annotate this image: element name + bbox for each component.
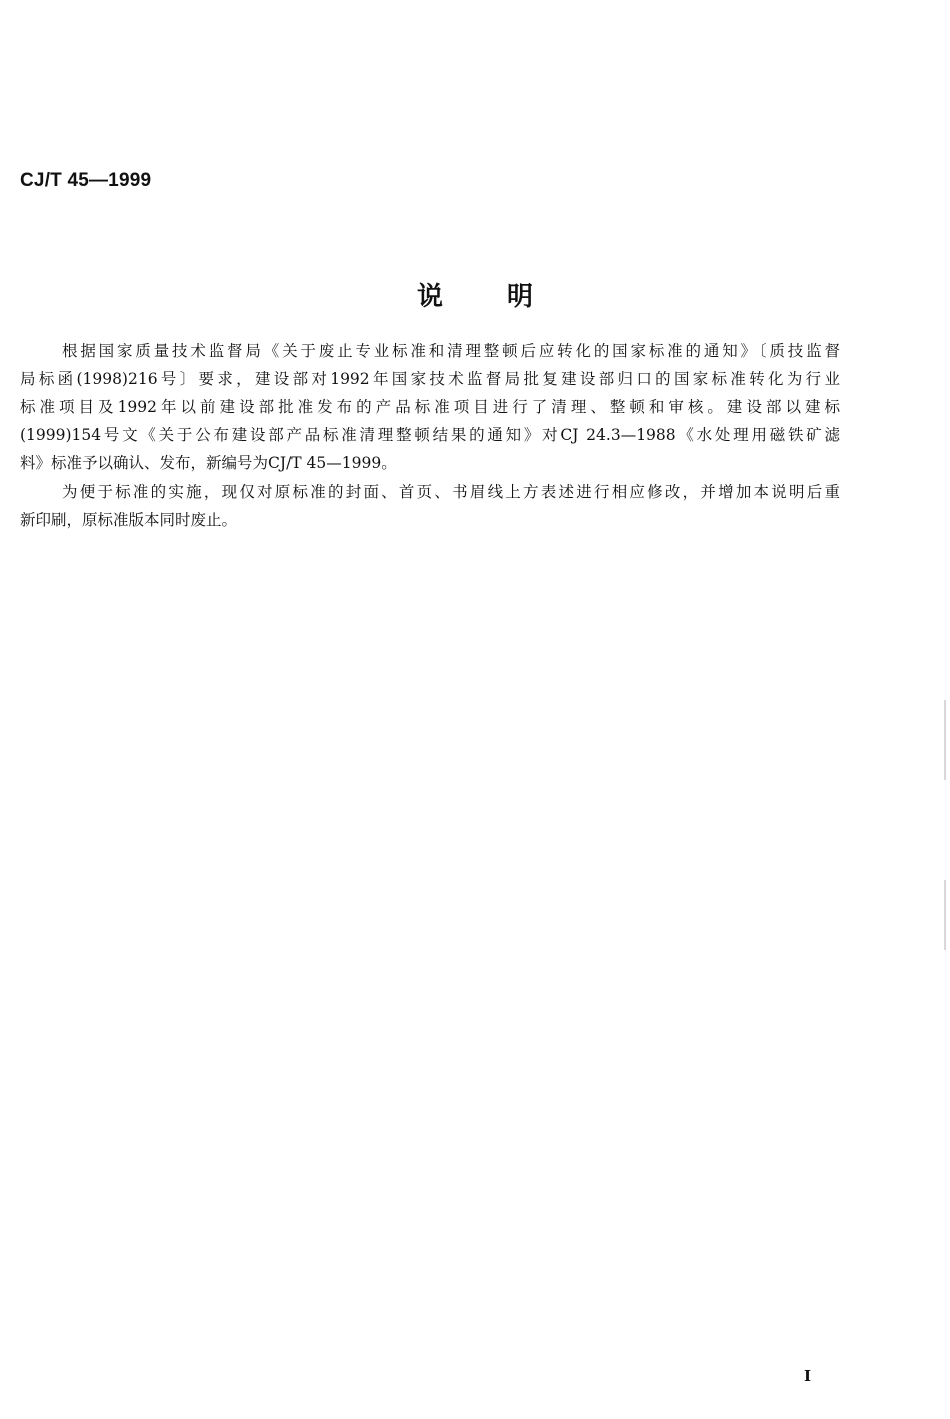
paragraph-1-line-4: (1999)154号文《关于公布建设部产品标准清理整顿结果的通知》对CJ 24.3—1988《水处理用磁铁矿滤 [20,426,840,444]
paragraph-1-line-3: 标准项目及1992年以前建设部批准发布的产品标准项目进行了清理、整顿和审核。建设部以建标 [20,398,840,416]
page-title [0,276,950,313]
title-char-2: 明 [507,282,534,312]
scan-edge-mark [944,700,946,780]
scan-edge-mark [944,880,946,950]
paragraph-1-line-1: 根据国家质量技术监督局《关于废止专业标准和清理整顿后应转化的国家标准的通知》〔质技监督 [62,342,840,360]
paragraph-2-line-2: 新印刷，原标准版本同时废止。 [20,511,238,529]
standard-code: CJ/T 45—1999 [20,170,152,191]
paragraph-2-line-1: 为便于标准的实施，现仅对原标准的封面、首页、书眉线上方表述进行相应修改，并增加本说明后重 [62,483,840,501]
title-char-1: 说 [416,282,443,312]
paragraph-1-line-5: 料》标准予以确认、发布，新编号为CJ/T 45—1999。 [20,454,397,472]
paragraph-1-line-2: 局标函(1998)216号〕要求，建设部对1992年国家技术监督局批复建设部归口的国家标准转化为行业 [20,370,840,388]
page-number: I [804,1367,812,1385]
